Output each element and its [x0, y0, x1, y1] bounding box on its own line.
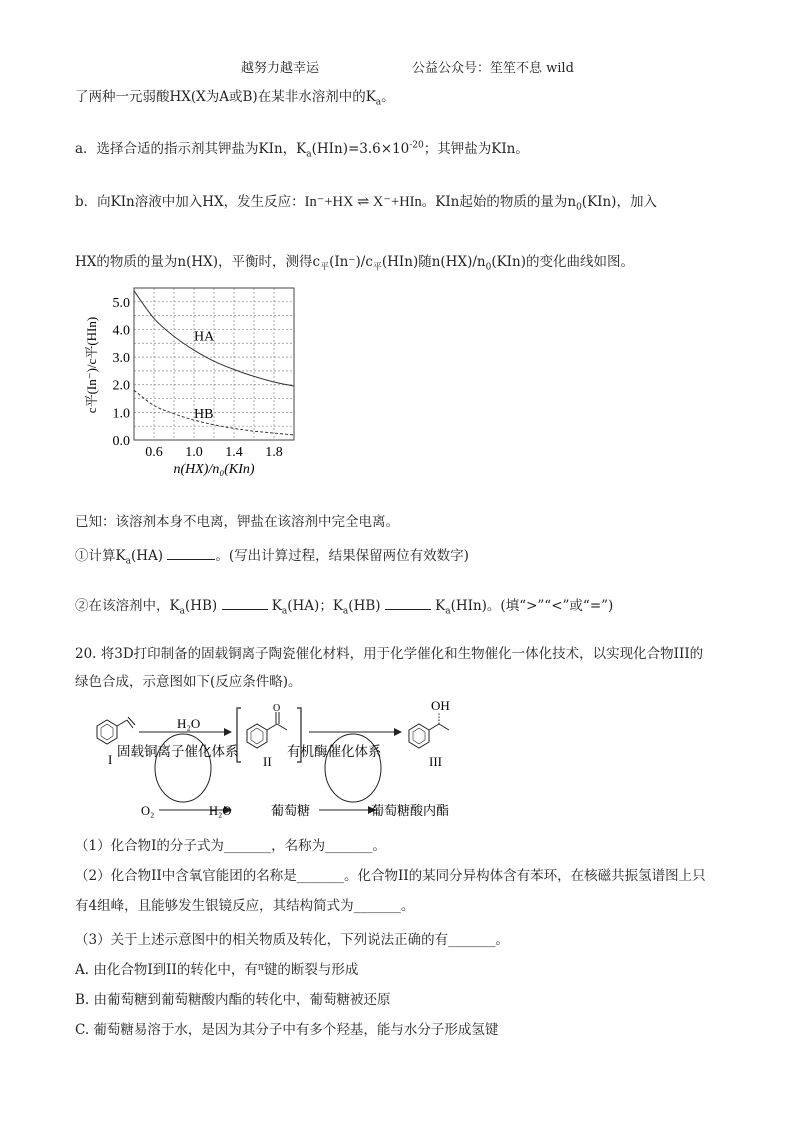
- x-axis-label: n(HX)/n₀(KIn): [173, 462, 255, 477]
- label-compound-iii: III: [429, 754, 442, 769]
- catalyst-copper: 固载铜离子催化体系: [117, 744, 239, 759]
- label-compound-ii: II: [263, 754, 272, 769]
- x-tick-label: 1.8: [265, 445, 283, 460]
- option-c[interactable]: C. 葡萄糖易溶于水，是因为其分子中有多个羟基，能与水分子形成氢键: [75, 1022, 499, 1038]
- lactone-label: 葡萄糖酸内酯: [371, 803, 450, 818]
- x-tick-label: 1.4: [225, 445, 243, 460]
- y-axis-label: c平(In⁻)/c平(HIn): [84, 316, 99, 414]
- header-left: 越努力越幸运: [241, 61, 320, 76]
- reaction-scheme: [75, 694, 555, 822]
- compound-ii-structure: [247, 703, 287, 748]
- x-tick-label: 0.6: [145, 445, 163, 460]
- glucose-label: 葡萄糖: [271, 803, 311, 818]
- series-label-ha: HA: [194, 329, 215, 345]
- known-line: 已知：该溶剂本身不电离，钾盐在该溶剂中完全电离。: [75, 514, 399, 530]
- series-label-hb: HB: [194, 406, 214, 422]
- option-a[interactable]: A. 由化合物I到II的转化中，有π键的断裂与形成: [75, 959, 359, 978]
- part-b-line2: HX的物质的量为n(HX)，平衡时，测得$c_平(In^-)/c_平(HIn)$随$n(HX)/n_0(KIn)$的变化曲线如图。: [75, 254, 634, 273]
- sub-question-2a: （2）化合物II中含氧官能团的名称是_______。化合物II的某同分异构体含有苯环，在核磁共振氢谱图上只: [75, 868, 706, 884]
- y-tick-label: 2.0: [112, 378, 130, 394]
- hydroxyl-label: OH: [431, 698, 450, 713]
- option-b[interactable]: B. 由葡萄糖到葡萄糖酸内酯的转化中，葡萄糖被还原: [75, 992, 391, 1008]
- ratio-chart: [80, 283, 310, 483]
- catalyst-enzyme: 有机酶催化体系: [287, 744, 382, 759]
- y-tick-label: 1.0: [112, 406, 130, 422]
- q20-line2: 绿色合成，示意图如下(反应条件略)。: [75, 674, 302, 690]
- y-tick-label: 4.0: [112, 323, 130, 339]
- sub-question-3: （3）关于上述示意图中的相关物质及转化，下列说法正确的有_______。: [75, 932, 509, 948]
- y-tick-label: 3.0: [112, 351, 130, 367]
- answer-blank-2[interactable]: [222, 597, 268, 610]
- question-2: ②在该溶剂中，$K_a(HB)$ $K_a(HA)$；$K_a(HB)$ $K_a(HIn)$。(填“>”“<”或“=”): [75, 598, 614, 617]
- part-b-line1: b．向KIn溶液中加入HX，发生反应：In⁻+HX ⇌ X⁻+HIn。KIn起始的物质的量为$n_0(KIn)$，加入: [75, 194, 657, 213]
- question-1: ①计算$K_a(HA)$ 。(写出计算过程，结果保留两位有效数字): [75, 548, 469, 567]
- reagent-h2o: H₂O: [177, 716, 201, 731]
- intro-line: 了两种一元弱酸HX(X为A或B)在某非水溶剂中的$K_a$。: [75, 89, 395, 108]
- o2-label: O₂: [141, 804, 155, 818]
- y-tick-label: 5.0: [112, 295, 130, 311]
- sub-question-1: （1）化合物I的分子式为_______，名称为_______。: [75, 838, 386, 854]
- compound-iii-structure: [409, 712, 449, 748]
- y-tick-label: 0.0: [112, 434, 130, 449]
- chart-grid: [134, 288, 294, 440]
- sub-question-2b: 有4组峰，且能够发生银镜反应，其结构简式为_______。: [75, 898, 415, 914]
- label-compound-i: I: [108, 752, 113, 767]
- h2o-label: H₂O: [209, 804, 232, 818]
- header-right: 公益公众号：笙笙不息 wild: [412, 61, 574, 76]
- q20-line1: 20. 将3D打印制备的固载铜离子陶瓷催化材料，用于化学催化和生物催化一体化技术，以实现化合物III的: [75, 646, 704, 662]
- answer-blank-1[interactable]: [167, 547, 215, 560]
- compound-i-structure: [97, 717, 135, 744]
- svg-text:O: O: [273, 703, 281, 714]
- x-tick-label: 1.0: [185, 445, 203, 460]
- answer-blank-3[interactable]: [385, 597, 431, 610]
- part-a-line: a．选择合适的指示剂其钾盐为KIn，$K_a(HIn)=3.6\times 10^{-20}$；其钾盐为KIn。: [75, 140, 529, 160]
